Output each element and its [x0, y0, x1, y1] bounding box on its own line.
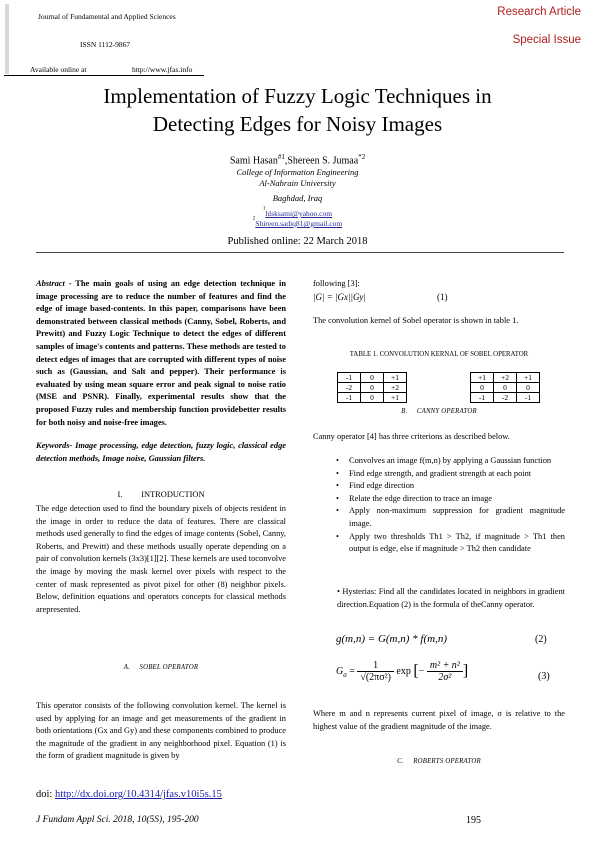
- paper-title: [0, 82, 595, 138]
- list-item: • Convolves an image f(m,n) by applying a Gaussian function: [349, 455, 565, 468]
- following-text: following [3]:: [313, 279, 360, 288]
- kernel-cell: +1: [384, 373, 407, 383]
- kernel-cell: -1: [471, 393, 494, 403]
- where-text: Where m and n represents current pixel of image, σ is relative to the highest value of the gradient magnitude of the image.: [313, 709, 565, 731]
- kernel-cell: +1: [517, 373, 540, 383]
- affiliation-college: College of Information Engineering: [236, 167, 359, 177]
- sobel-gy-kernel: [470, 372, 540, 403]
- sobel-gx-kernel: [337, 372, 407, 403]
- kernel-intro-text: The convolution kernel of Sobel operator is shown in table 1.: [313, 316, 519, 325]
- author-list: [0, 153, 595, 166]
- kernel-cell: -1: [517, 393, 540, 403]
- author-separator: ,: [284, 155, 288, 167]
- kernel-cell: 0: [471, 383, 494, 393]
- kernel-cell: +1: [471, 373, 494, 383]
- doi-label: doi:: [36, 789, 55, 800]
- introduction-text: The edge detection used to find the boundary pixels of objects resident in the image in order to reduce the data of features. There are classical methods used generally to find the edges of image contents (Sobel, Canny, Roberts, and Prewitt) and these methods usually operate depending on a pair of convolution kernels (3x3)[1][2]. These kernels are used toconvolve the image by moving the mask kernel over pixels with respect to the center of mask represented as pivot pixel for other (8) neighbor pixels. Below, definition equations and operators concepts for classical methods arepresented.: [36, 504, 286, 614]
- author-2: Shereen S. Jumaa: [287, 155, 359, 167]
- author-2-marker: *2: [358, 153, 366, 161]
- published-date: Published online: 22 March 2018: [227, 236, 368, 247]
- roberts-heading: C. ROBERTS OPERATOR: [397, 758, 481, 765]
- equation-3-number: (3): [538, 671, 550, 682]
- equation-2-number: (2): [535, 634, 547, 645]
- abstract-text: - The main goals of using an edge detection technique in image processing are to reduce the number of features and find the edge of image based-contents. In this paper, comparisons have been demonstrated between classical methods (Canny, Sobel, Roberts, and Prewitt) and Fuzzy Logic Technique to detect the edges of different samples of image's contents and patterns. These methods are tested to detect edges of images that are corrupted with different types of noise such as (Gaussian, and Salt and pepper). Their performance is evaluated by using mean square error and peak signal to noise ratio (MSE and PSNR). Finally, experimental results show that the proposed Fuzzy rules and membership function providebetter results for both noisy and noise-free images.: [36, 279, 286, 427]
- available-online-label: Available online at: [30, 65, 87, 74]
- equation-1-formula: |G| = |Gx||Gy|: [313, 292, 366, 302]
- table-row: [471, 383, 540, 393]
- keywords-text: Image processing, edge detection, fuzzy logic, classical edge detection methods, Image noise, Gaussian filters.: [36, 441, 286, 463]
- journal-issn: ISSN 1112-9867: [80, 40, 131, 49]
- email-1-marker: 1: [262, 206, 266, 212]
- equation-1-number: (1): [437, 292, 448, 302]
- table-row: [338, 393, 407, 403]
- author-1: Sami Hasan: [229, 155, 278, 167]
- canny-heading: B. CANNY OPERATOR: [401, 408, 477, 415]
- list-item: • Apply two thresholds Th1 > Th2, if magnitude > Th1 then output is edge, else if magnitude > Th2 then candidate: [349, 531, 565, 556]
- kernel-cell: 0: [517, 383, 540, 393]
- abstract-paragraph: [36, 278, 286, 429]
- table-row: [471, 393, 540, 403]
- list-item: • Find edge direction: [349, 480, 565, 493]
- abstract-label: Abstract: [36, 279, 65, 288]
- kernel-cell: 0: [361, 373, 384, 383]
- list-item: • Find edge strength, and gradient strength at each point: [349, 468, 565, 481]
- table-row: [338, 383, 407, 393]
- email-2-link[interactable]: Shireen.sadiq81@gmail.com: [255, 219, 343, 228]
- introduction-heading: I. INTRODUCTION: [117, 490, 205, 499]
- kernel-cell: +2: [494, 373, 517, 383]
- special-issue-label: Special Issue: [512, 34, 581, 46]
- journal-logo: [5, 4, 9, 74]
- kernel-cell: -2: [338, 383, 361, 393]
- sobel-text: This operator consists of the following convolution kernel. The kernel is used by applying for an image and get measurements of the gradient in both orientations (Gx and Gy) and these components combined to produce the magnitude of the gradient in any neighborhood pixel. Equation (1) is the form of gradient magnitude is given by: [36, 701, 286, 761]
- email-2-marker: 2: [252, 216, 256, 222]
- sobel-heading: A. SOBEL OPERATOR: [123, 664, 199, 671]
- kernel-cell: +2: [384, 383, 407, 393]
- doi-line: [36, 789, 222, 800]
- equation-1: [313, 292, 565, 302]
- canny-criteria-list: [313, 455, 565, 556]
- keywords-label: Keywords-: [36, 441, 73, 450]
- title-line-2: Detecting Edges for Noisy Images: [152, 112, 443, 136]
- doi-link[interactable]: http://dx.doi.org/10.4314/jfas.v10i5s.15: [54, 789, 222, 800]
- kernel-cell: 0: [361, 393, 384, 403]
- article-type-label: Research Article: [497, 6, 581, 18]
- citation-footer: J Fundam Appl Sci. 2018, 10(5S), 195-200: [36, 815, 199, 825]
- page-number: 195: [466, 815, 481, 826]
- equation-2-formula: g(m,n) = G(m,n) * f(m,n): [336, 633, 447, 645]
- author-1-marker: #1: [277, 153, 285, 161]
- kernel-cell: 0: [494, 383, 517, 393]
- title-line-1: Implementation of Fuzzy Logic Techniques in: [103, 84, 492, 108]
- kernel-cell: -1: [338, 373, 361, 383]
- journal-url-link[interactable]: http://www.jfas.info: [132, 65, 193, 74]
- list-item: • Apply non-maximum suppression for gradient magnitude image.: [349, 505, 565, 530]
- table-row: [471, 373, 540, 383]
- kernel-cell: +1: [384, 393, 407, 403]
- hysterias-text: • Hysterias: Find all the candidates located in neighbors in gradient direction.Equation (2) is the formula of theCanny operator.: [337, 587, 565, 609]
- table-row: [338, 373, 407, 383]
- kernel-cell: 0: [361, 383, 384, 393]
- email-2-row: [0, 213, 595, 231]
- equation-3-formula: $G_\sigma$ = $\frac{1}{\text{√(2πσ²)}}$ exp [− $\frac{\text{m² + n²}}{\text{2σ²}}$ ]: [336, 660, 469, 683]
- affiliation-university: Al-Nahrain University: [259, 178, 336, 188]
- title-divider: [36, 252, 564, 253]
- journal-name: Journal of Fundamental and Applied Sciences: [38, 12, 176, 21]
- kernel-cell: -1: [338, 393, 361, 403]
- table-1-caption: TABLE 1. CONVOLUTION KERNAL OF SOBEL OPERATOR: [349, 351, 529, 358]
- canny-intro-text: Canny operator [4] has three criterions as described below.: [313, 432, 510, 441]
- header-divider: [4, 75, 204, 76]
- keywords-paragraph: [36, 440, 286, 465]
- kernel-cell: -2: [494, 393, 517, 403]
- list-item: • Relate the edge direction to trace an image: [349, 493, 565, 506]
- email-1-link[interactable]: hlsksami@yahoo.com: [265, 209, 333, 218]
- affiliation-city: Baghdad, Iraq: [272, 193, 323, 203]
